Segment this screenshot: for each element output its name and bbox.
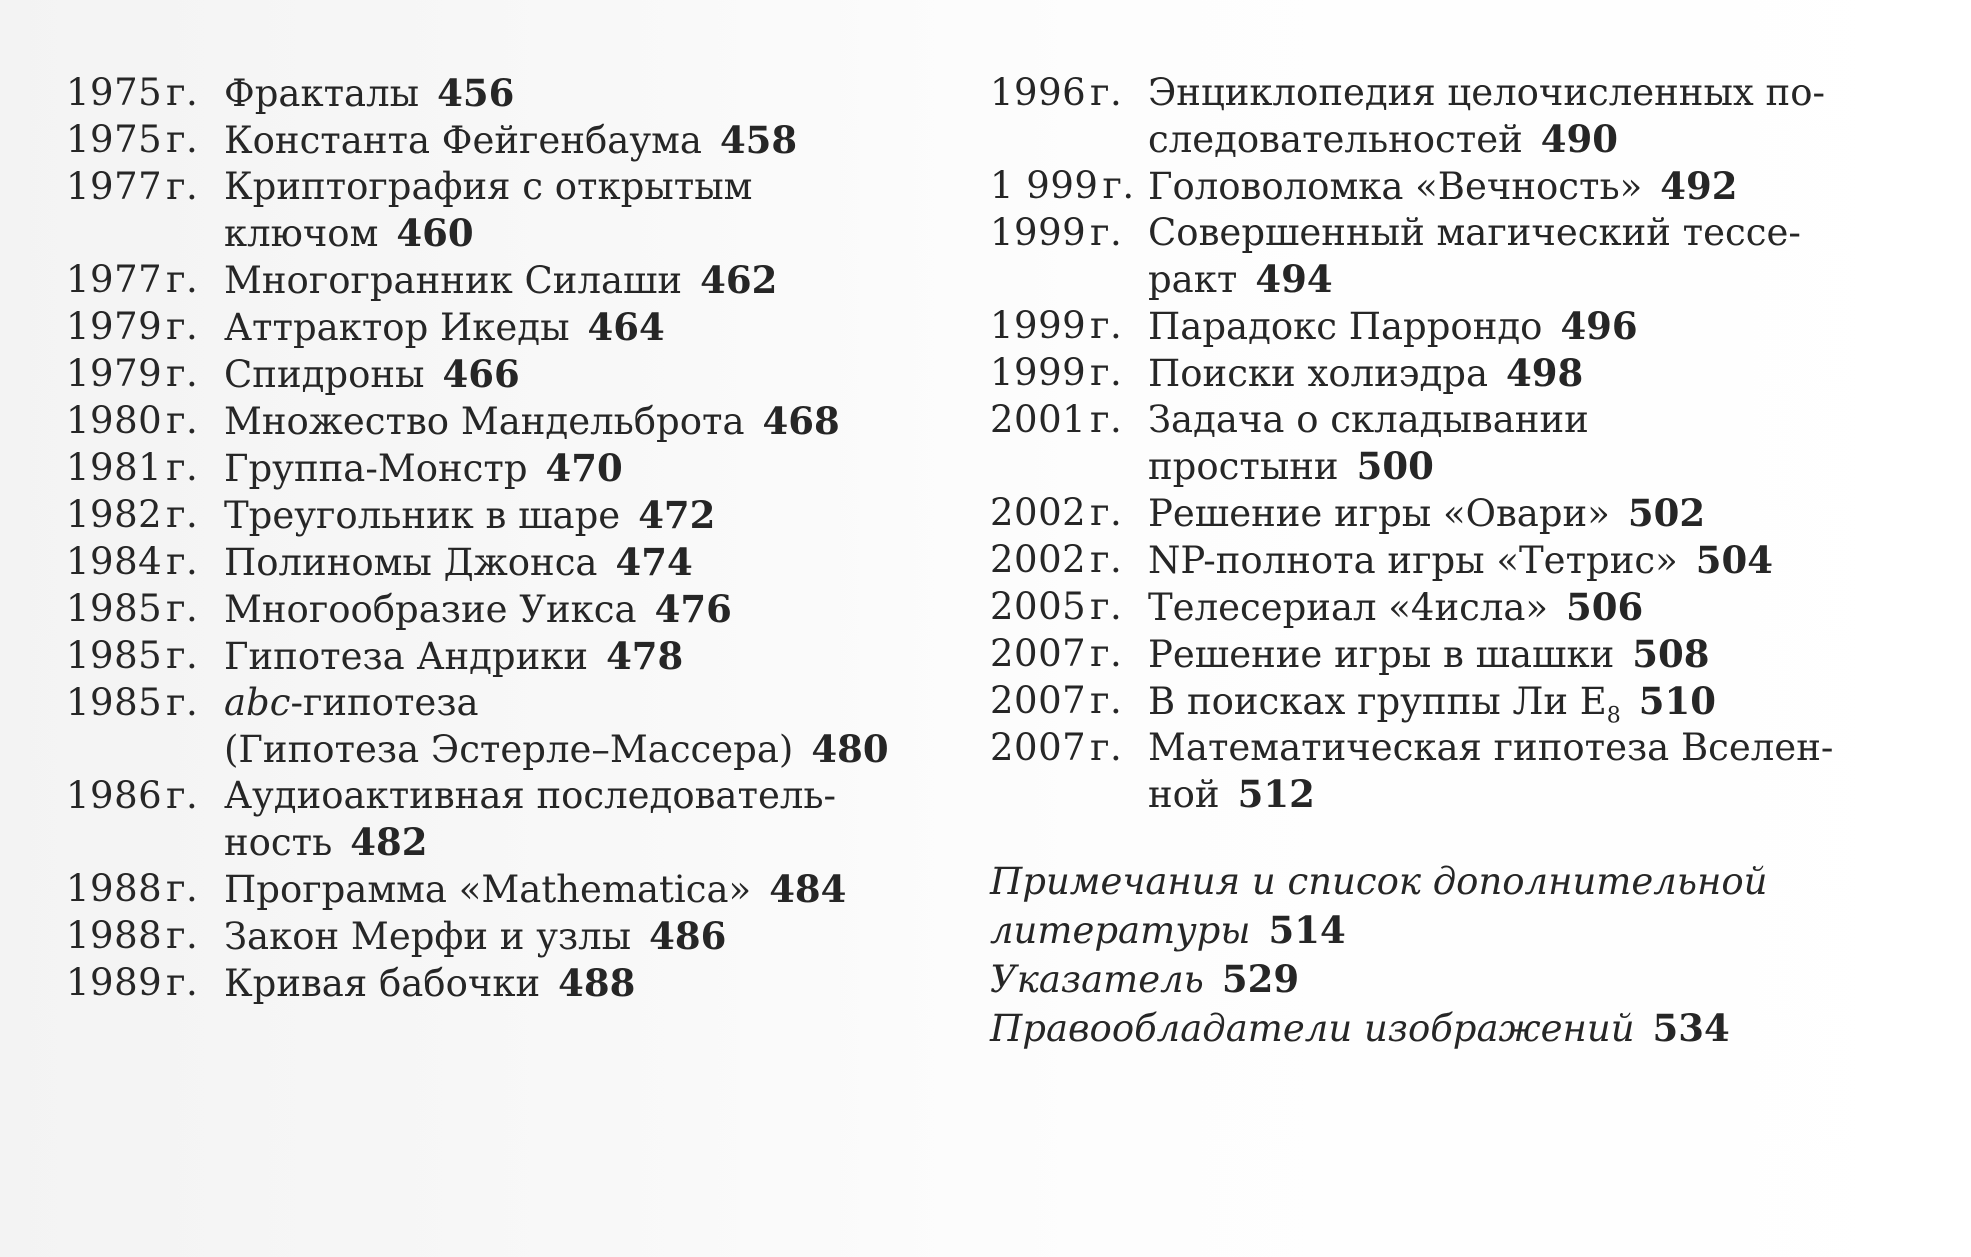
toc-year-number: 2007 — [990, 679, 1087, 722]
toc-entry-line — [224, 164, 966, 210]
toc-year-suffix: г. — [1090, 304, 1123, 347]
toc-line-text: Закон Мерфи и узлы — [224, 915, 632, 958]
toc-entry-year — [66, 445, 220, 491]
toc-entry — [990, 537, 1890, 584]
back-matter-entry — [990, 955, 1890, 1004]
toc-year-number: 2002 — [990, 538, 1087, 581]
toc-entry-title — [1144, 350, 1890, 397]
back-matter-label: Примечания и список дополнительной — [990, 860, 1768, 903]
toc-entry-title — [220, 164, 966, 257]
toc-year-suffix: г. — [1090, 726, 1123, 769]
toc-entry-line — [224, 819, 966, 866]
toc-entry-line — [224, 539, 966, 586]
toc-entry-title — [220, 398, 966, 445]
toc-entry-line — [224, 117, 966, 164]
toc-back-matter — [990, 858, 1890, 1053]
toc-entry-year — [66, 960, 220, 1006]
toc-entry-line — [1148, 584, 1890, 631]
toc-entry — [66, 680, 966, 773]
toc-page-number: 456 — [437, 71, 515, 115]
toc-line-text: Поиски холиэдра — [1148, 352, 1489, 395]
toc-entry-year — [990, 350, 1144, 396]
toc-entry-line — [224, 866, 966, 913]
toc-page-number: 474 — [615, 540, 693, 584]
toc-entry — [990, 70, 1890, 163]
toc-line-text: Аттрактор Икеды — [224, 306, 570, 349]
toc-page-number: 480 — [811, 727, 889, 771]
toc-entry-title — [220, 680, 966, 773]
toc-entry-line — [224, 726, 966, 773]
toc-entry-year — [990, 70, 1144, 116]
toc-line-text: ключом — [224, 212, 379, 255]
toc-year-number: 1999 — [990, 211, 1087, 254]
toc-page-number: 502 — [1627, 491, 1706, 535]
toc-entry-line — [1148, 303, 1890, 350]
toc-line-text: Кривая бабочки — [224, 962, 541, 1005]
toc-entry-year — [66, 633, 220, 679]
toc-year-number: 2007 — [990, 726, 1087, 769]
back-matter-entry — [990, 858, 1890, 955]
toc-entry-title — [220, 304, 966, 351]
toc-line-text: Спидроны — [224, 353, 425, 396]
toc-entry — [66, 960, 966, 1007]
toc-italic-prefix: abc — [224, 681, 291, 724]
toc-entry-line — [224, 398, 966, 445]
toc-year-suffix: г. — [166, 352, 199, 395]
back-matter-label: Правообладатели изображений — [990, 1007, 1635, 1050]
toc-entry-line — [224, 304, 966, 351]
toc-line-text: ной — [1148, 773, 1220, 816]
toc-entry-year — [66, 866, 220, 912]
toc-page-number: 478 — [606, 634, 684, 678]
toc-page-number: 476 — [654, 587, 732, 631]
toc-line-text: Решение игры в шашки — [1148, 633, 1615, 676]
toc-entry-title — [1144, 490, 1890, 537]
toc-entry-year — [66, 492, 220, 538]
toc-entry-line — [224, 680, 966, 726]
back-matter-line — [990, 906, 1890, 955]
toc-page-number: 534 — [1652, 1006, 1730, 1050]
toc-page-number: 500 — [1356, 444, 1434, 488]
toc-entry-title — [220, 960, 966, 1007]
back-matter-label: литературы — [990, 909, 1251, 952]
toc-year-number: 1999 — [990, 304, 1087, 347]
toc-year-number: 1975 — [66, 118, 163, 161]
toc-year-number: 2001 — [990, 398, 1087, 441]
toc-page-number: 514 — [1268, 908, 1346, 952]
toc-entry-line — [1148, 490, 1890, 537]
toc-entry-line — [224, 913, 966, 960]
toc-line-text: (Гипотеза Эстерле–Массера) — [224, 728, 794, 771]
toc-entry-title — [220, 70, 966, 117]
toc-year-suffix: г. — [1090, 632, 1123, 675]
toc-year-suffix: г. — [166, 399, 199, 442]
toc-entry-line — [1148, 163, 1890, 210]
toc-line-text: Головоломка «Вечность» — [1148, 165, 1643, 208]
toc-page-number: 460 — [396, 211, 474, 255]
toc-entry-year — [66, 257, 220, 303]
toc-year-number: 2007 — [990, 632, 1087, 675]
toc-entry — [990, 490, 1890, 537]
toc-line-text: Задача о складывании — [1148, 398, 1589, 441]
toc-line-text: Многообразие Уикса — [224, 588, 637, 631]
toc-entry — [66, 633, 966, 680]
toc-entry — [66, 539, 966, 586]
toc-line-text: ракт — [1148, 258, 1238, 301]
toc-year-number: 1979 — [66, 305, 163, 348]
toc-entry-line — [1148, 116, 1890, 163]
toc-page-number: 472 — [638, 493, 716, 537]
toc-entry-year — [990, 303, 1144, 349]
toc-line-text: Совершенный магический тессе- — [1148, 211, 1801, 254]
toc-line-text: Группа-Монстр — [224, 447, 528, 490]
toc-entry — [990, 631, 1890, 678]
toc-line-text: Решение игры «Овари» — [1148, 492, 1610, 535]
toc-year-number: 1975 — [66, 71, 163, 114]
toc-right-column — [990, 70, 1890, 1053]
toc-year-suffix: г. — [166, 634, 199, 677]
toc-line-text: В поисках группы Ли E — [1148, 680, 1607, 723]
toc-entry-line — [224, 633, 966, 680]
toc-page-number: 490 — [1540, 117, 1619, 161]
toc-line-text: Программа «Mathematica» — [224, 868, 752, 911]
toc-page-number: 510 — [1638, 679, 1716, 723]
toc-entry-line — [1148, 256, 1890, 303]
toc-entry — [990, 584, 1890, 631]
toc-entry-line — [1148, 678, 1890, 729]
toc-entry-year — [66, 773, 220, 819]
toc-year-number: 1999 — [990, 351, 1087, 394]
toc-entry-title — [1144, 631, 1890, 678]
toc-entry — [66, 586, 966, 633]
toc-entry-line — [1148, 631, 1890, 678]
toc-line-text: Множество Мандельброта — [224, 400, 745, 443]
toc-entry-title — [1144, 397, 1890, 490]
toc-entry-year — [66, 304, 220, 350]
back-matter-line — [990, 1004, 1890, 1053]
toc-entry-year — [66, 680, 220, 726]
toc-entry-title — [220, 586, 966, 633]
toc-page-number: 464 — [587, 305, 665, 349]
toc-year-number: 1986 — [66, 774, 163, 817]
toc-entry-line — [224, 351, 966, 398]
toc-entry-year — [66, 398, 220, 444]
toc-year-number: 1984 — [66, 540, 163, 583]
toc-year-number: 1981 — [66, 446, 163, 489]
toc-year-number: 1985 — [66, 634, 163, 677]
toc-entry-year — [66, 117, 220, 163]
toc-year-suffix: г. — [166, 914, 199, 957]
toc-entry-title — [220, 633, 966, 680]
toc-year-number: 1980 — [66, 399, 163, 442]
toc-line-text: -гипотеза — [290, 681, 479, 724]
toc-entry-title — [1144, 163, 1890, 210]
toc-year-suffix: г. — [166, 258, 199, 301]
toc-right-entries — [990, 70, 1890, 818]
toc-year-suffix: г. — [1090, 491, 1123, 534]
toc-entry-line — [1148, 210, 1890, 256]
toc-entry-title — [1144, 678, 1890, 729]
toc-page-number: 508 — [1632, 632, 1710, 676]
toc-entry-title — [220, 117, 966, 164]
toc-year-suffix: г. — [1090, 538, 1123, 581]
toc-year-suffix: г. — [166, 493, 199, 536]
toc-entry — [990, 725, 1890, 818]
toc-year-number: 1996 — [990, 71, 1087, 114]
toc-entry-year — [990, 397, 1144, 443]
toc-year-number: 1979 — [66, 352, 163, 395]
toc-entry-line — [224, 960, 966, 1007]
back-matter-entry — [990, 1004, 1890, 1053]
toc-line-text: Константа Фейгенбаума — [224, 119, 702, 162]
toc-entry-line — [224, 492, 966, 539]
toc-year-suffix: г. — [166, 961, 199, 1004]
toc-entry-line — [224, 70, 966, 117]
toc-left-column — [66, 70, 966, 1007]
toc-entry — [990, 678, 1890, 729]
toc-entry-line — [1148, 771, 1890, 818]
toc-line-text: следовательностей — [1148, 118, 1523, 161]
toc-entry-year — [990, 725, 1144, 771]
toc-entry — [66, 913, 966, 960]
toc-entry-title — [220, 539, 966, 586]
toc-entry — [990, 397, 1890, 490]
toc-entry-year — [66, 351, 220, 397]
toc-line-text: Многогранник Силаши — [224, 259, 683, 302]
toc-line-text: Телесериал «4исла» — [1148, 586, 1549, 629]
toc-entry-line — [1148, 443, 1890, 490]
toc-entry-line — [1148, 70, 1890, 116]
toc-line-text: простыни — [1148, 445, 1339, 488]
toc-entry-year — [990, 490, 1144, 536]
toc-entry-line — [224, 445, 966, 492]
toc-page-number: 498 — [1506, 351, 1584, 395]
toc-entry — [66, 351, 966, 398]
toc-entry-year — [990, 537, 1144, 583]
toc-year-suffix: г. — [166, 867, 199, 910]
toc-entry — [66, 773, 966, 866]
toc-entry-title — [1144, 303, 1890, 350]
toc-entry — [990, 303, 1890, 350]
toc-entry — [66, 398, 966, 445]
toc-entry-title — [1144, 70, 1890, 163]
toc-entry-title — [220, 257, 966, 304]
toc-page-number: 486 — [649, 914, 727, 958]
toc-entry — [66, 117, 966, 164]
toc-entry-line — [224, 586, 966, 633]
toc-year-number: 2005 — [990, 585, 1087, 628]
toc-year-suffix: г. — [166, 540, 199, 583]
back-matter-line — [990, 955, 1890, 1004]
toc-entry-line — [1148, 725, 1890, 771]
toc-page-number: 492 — [1660, 164, 1738, 208]
toc-year-number: 1988 — [66, 914, 163, 957]
toc-entry-year — [66, 913, 220, 959]
toc-entry — [990, 350, 1890, 397]
toc-entry — [66, 257, 966, 304]
toc-entry-year — [66, 164, 220, 210]
toc-year-suffix: г. — [1090, 211, 1123, 254]
toc-year-suffix: г. — [166, 446, 199, 489]
toc-year-number: 1977 — [66, 258, 163, 301]
toc-page-number: 494 — [1255, 257, 1333, 301]
toc-entry-line — [1148, 350, 1890, 397]
toc-year-suffix: г. — [166, 305, 199, 348]
toc-entry-title — [220, 913, 966, 960]
toc-entry-year — [990, 631, 1144, 677]
toc-entry — [990, 210, 1890, 303]
toc-year-suffix: г. — [1102, 164, 1135, 207]
toc-year-suffix: г. — [166, 681, 199, 724]
toc-line-text: Криптография с открытым — [224, 165, 753, 208]
toc-entry-title — [220, 866, 966, 913]
toc-entry-title — [220, 773, 966, 866]
toc-entry — [66, 164, 966, 257]
toc-page-number: 470 — [545, 446, 623, 490]
toc-line-text: Парадокс Паррондо — [1148, 305, 1543, 348]
toc-line-text: Аудиоактивная последователь- — [224, 774, 836, 817]
toc-year-suffix: г. — [1090, 351, 1123, 394]
toc-entry-year — [990, 163, 1144, 209]
toc-year-number: 2002 — [990, 491, 1087, 534]
toc-page-number: 462 — [700, 258, 778, 302]
toc-line-text: Полиномы Джонса — [224, 541, 598, 584]
toc-entry-year — [990, 678, 1144, 724]
toc-line-text: Энциклопедия целочисленных по- — [1148, 71, 1825, 114]
toc-line-text: ность — [224, 821, 333, 864]
toc-year-suffix: г. — [1090, 585, 1123, 628]
toc-entry — [66, 70, 966, 117]
toc-page-number: 458 — [719, 118, 798, 162]
toc-page-number: 484 — [769, 867, 847, 911]
back-matter-label: Указатель — [990, 958, 1204, 1001]
toc-year-number: 1 999 — [990, 164, 1099, 207]
toc-year-number: 1977 — [66, 165, 163, 208]
toc-entry-title — [220, 351, 966, 398]
back-matter-line — [990, 858, 1890, 906]
toc-page-number: 468 — [762, 399, 840, 443]
toc-entry-line — [224, 210, 966, 257]
toc-year-suffix: г. — [166, 118, 199, 161]
toc-entry-line — [224, 773, 966, 819]
toc-year-suffix: г. — [1090, 71, 1123, 114]
toc-year-number: 1982 — [66, 493, 163, 536]
toc-year-suffix: г. — [1090, 679, 1123, 722]
toc-line-text: NP-полнота игры «Тетрис» — [1148, 539, 1678, 582]
toc-year-suffix: г. — [166, 165, 199, 208]
toc-entry — [66, 492, 966, 539]
toc-page-number: 506 — [1566, 585, 1644, 629]
toc-year-number: 1985 — [66, 587, 163, 630]
toc-year-suffix: г. — [166, 587, 199, 630]
toc-entry-line — [1148, 537, 1890, 584]
toc-entry-year — [66, 539, 220, 585]
toc-year-suffix: г. — [1090, 398, 1123, 441]
toc-entry-title — [1144, 537, 1890, 584]
toc-year-suffix: г. — [166, 71, 199, 114]
toc-year-number: 1988 — [66, 867, 163, 910]
toc-entry-year — [990, 210, 1144, 256]
toc-line-text: Математическая гипотеза Вселен- — [1148, 726, 1834, 769]
toc-entry-title — [220, 445, 966, 492]
toc-line-text: Треугольник в шаре — [224, 494, 621, 537]
toc-entry — [66, 866, 966, 913]
toc-page-number: 529 — [1221, 957, 1300, 1001]
toc-entry — [66, 304, 966, 351]
toc-entry-year — [990, 584, 1144, 630]
toc-entry-year — [66, 586, 220, 632]
toc-page-number: 466 — [442, 352, 520, 396]
toc-entry-line — [1148, 397, 1890, 443]
toc-year-suffix: г. — [166, 774, 199, 817]
toc-entry-title — [220, 492, 966, 539]
toc-subscript: 8 — [1606, 703, 1621, 729]
toc-entry-title — [1144, 584, 1890, 631]
toc-entry-title — [1144, 210, 1890, 303]
toc-page-number: 482 — [350, 820, 428, 864]
toc-line-text: Фракталы — [224, 72, 420, 115]
toc-entry-title — [1144, 725, 1890, 818]
toc-page-number: 512 — [1237, 772, 1315, 816]
toc-page-number: 504 — [1695, 538, 1773, 582]
toc-page-number: 488 — [558, 961, 636, 1005]
toc-page-number: 496 — [1560, 304, 1638, 348]
toc-entry-year — [66, 70, 220, 116]
toc-entry-line — [224, 257, 966, 304]
toc-year-number: 1985 — [66, 681, 163, 724]
toc-entry — [66, 445, 966, 492]
toc-entry — [990, 163, 1890, 210]
toc-year-number: 1989 — [66, 961, 163, 1004]
toc-line-text: Гипотеза Андрики — [224, 635, 589, 678]
